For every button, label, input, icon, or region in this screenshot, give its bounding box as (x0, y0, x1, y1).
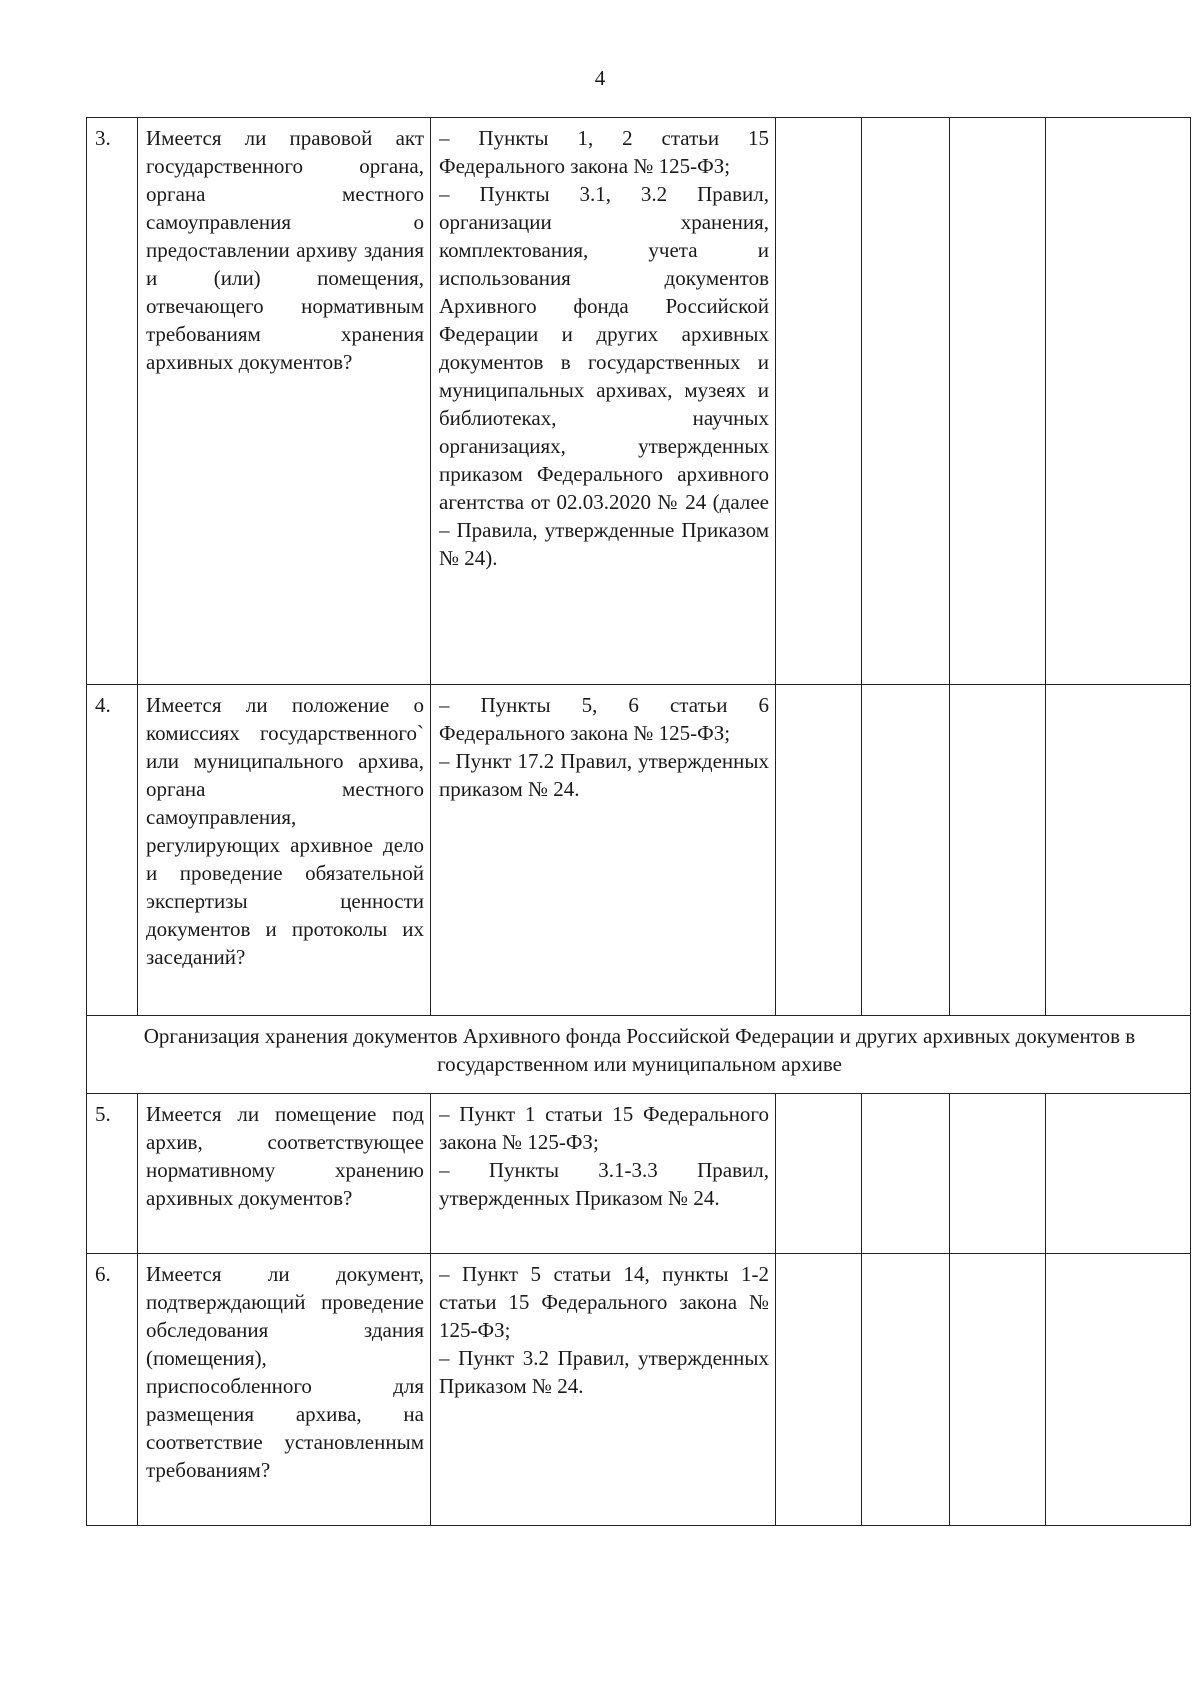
answer-cell (950, 118, 1046, 685)
question-cell: Имеется ли правовой акт государственного органа, органа местного самоуправления о предоставлении архиву здания и (или) помещения, отвечающего нормативным требованиям хранения архивных документов? (138, 118, 431, 685)
answer-cell (862, 1094, 950, 1254)
legal-reference-item: – Пункты 5, 6 статьи 6 Федерального закона № 125-ФЗ; (439, 693, 769, 745)
page-number: 4 (594, 66, 606, 90)
answer-cell (1046, 1094, 1191, 1254)
question-cell: Имеется ли положение о комиссиях государственного` или муниципального архива, органа местного самоуправления, регулирующих архивное дело и проведение обязательной экспертизы ценности документов и протоколы их заседаний? (138, 685, 431, 1016)
section-title: Организация хранения документов Архивного фонда Российской Федерации и других архивных документов в государственном или муниципальном архиве (87, 1016, 1191, 1094)
answer-cell (862, 685, 950, 1016)
legal-reference-cell (431, 685, 776, 1016)
question-cell: Имеется ли помещение под архив, соответствующее нормативному хранению архивных документов? (138, 1094, 431, 1254)
legal-reference-item: – Пункты 3.1-3.3 Правил, утвержденных Приказом № 24. (439, 1158, 769, 1210)
table-row (87, 1254, 1191, 1526)
legal-reference-cell (431, 1254, 776, 1526)
question-cell: Имеется ли документ, подтверждающий проведение обследования здания (помещения), приспособленного для размещения архива, на соответствие установленным требованиям? (138, 1254, 431, 1526)
table-row (87, 1094, 1191, 1254)
legal-reference-item: – Пункты 1, 2 статьи 15 Федерального закона № 125-ФЗ; (439, 126, 769, 178)
answer-cell (776, 118, 862, 685)
legal-reference-item: – Пункт 3.2 Правил, утвержденных Приказом № 24. (439, 1346, 769, 1398)
answer-cell (862, 118, 950, 685)
section-row (87, 1016, 1191, 1094)
row-number: 5. (87, 1094, 138, 1254)
answer-cell (862, 1254, 950, 1526)
legal-reference-cell (431, 118, 776, 685)
answer-cell (776, 685, 862, 1016)
row-number: 4. (87, 685, 138, 1016)
row-number: 3. (87, 118, 138, 685)
legal-reference-item: – Пункт 1 статьи 15 Федерального закона № 125-ФЗ; (439, 1102, 769, 1154)
row-number: 6. (87, 1254, 138, 1526)
answer-cell (950, 1254, 1046, 1526)
answer-cell (950, 685, 1046, 1016)
legal-reference-item: – Пункты 3.1, 3.2 Правил, организации хранения, комплектования, учета и использования документов Архивного фонда Российской Федерации и других архивных документов в государственных и муниципальных архивах, музеях и библиотеках, научных организациях, утвержденных приказом Федерального архивного агентства от 02.03.2020 № 24 (далее – Правила, утвержденные Приказом № 24). (439, 182, 769, 570)
answer-cell (950, 1094, 1046, 1254)
checklist-table (86, 117, 1191, 1526)
table-row (87, 685, 1191, 1016)
answer-cell (776, 1254, 862, 1526)
legal-reference-item: – Пункт 17.2 Правил, утвержденных приказом № 24. (439, 749, 769, 801)
answer-cell (1046, 685, 1191, 1016)
legal-reference-cell (431, 1094, 776, 1254)
answer-cell (776, 1094, 862, 1254)
answer-cell (1046, 118, 1191, 685)
table-row (87, 118, 1191, 685)
legal-reference-item: – Пункт 5 статьи 14, пункты 1-2 статьи 15 Федерального закона № 125-ФЗ; (439, 1262, 769, 1342)
answer-cell (1046, 1254, 1191, 1526)
